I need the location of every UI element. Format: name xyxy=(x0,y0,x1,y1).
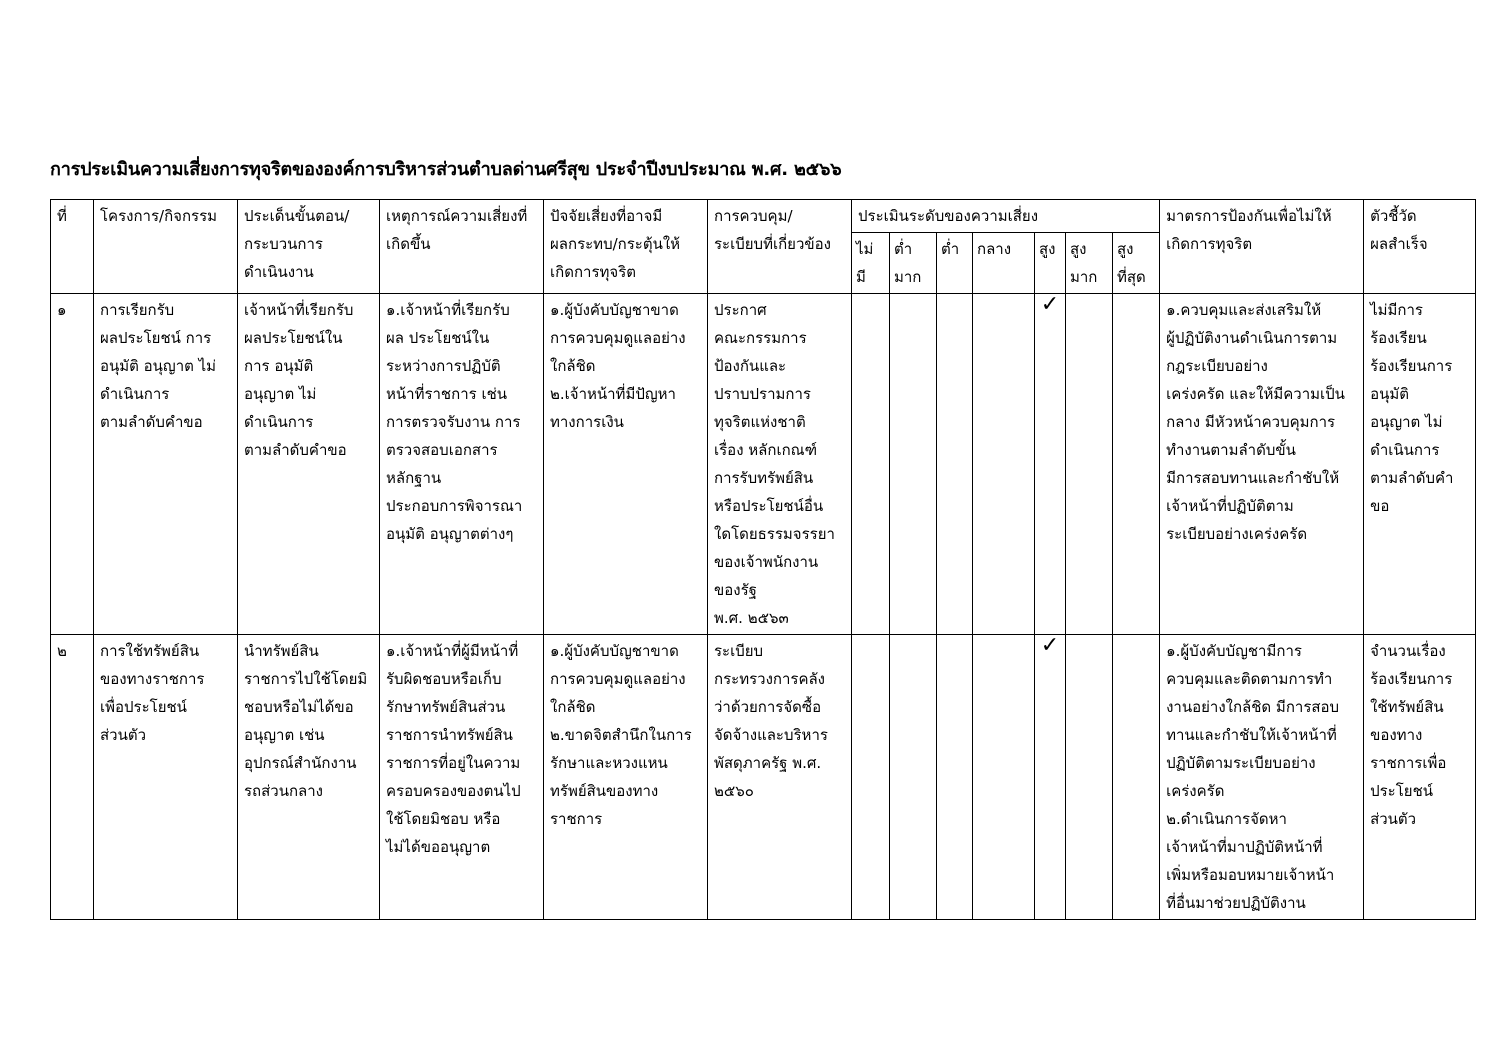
row-project: การเรียกรับ ผลประโยชน์ การ อนุมัติ อนุญาต ไม่ ดำเนินการ ตามลำดับคำขอ xyxy=(94,294,238,635)
risk-assessment-table xyxy=(50,199,1476,920)
document-title: การประเมินความเสี่ยงการทุจริตขององค์การบริหารส่วนตำบลด่านศรีสุข ประจำปีงบประมาณ พ.ศ. ๒๕๖๖ xyxy=(50,159,842,180)
header-level-very-low: ต่ำ มาก xyxy=(890,233,937,294)
row-no: ๑ xyxy=(51,294,94,635)
header-risk-level-group: ประเมินระดับของความเสี่ยง xyxy=(852,200,1160,233)
row-level-cell xyxy=(1035,635,1066,920)
header-risk-event: เหตุการณ์ความเสี่ยงที่ เกิดขึ้น xyxy=(380,200,544,294)
row-level-cell xyxy=(1066,294,1113,635)
row-level-cell xyxy=(852,294,890,635)
row-process: นำทรัพย์สิน ราชการไปใช้โดยมิ ชอบหรือไม่ได้ขอ อนุญาต เช่น อุปกรณ์สำนักงาน รถส่วนกลาง xyxy=(238,635,380,920)
header-project: โครงการ/กิจกรรม xyxy=(94,200,238,294)
table-row xyxy=(51,294,1476,635)
row-control: ประกาศ คณะกรรมการ ป้องกันและ ปราบปรามการ ทุจริตแห่งชาติ เรื่อง หลักเกณฑ์ การรับทรัพย์สิน หรือประโยชน์อื่น ใดโดยธรรมจรรยา ของเจ้าพนักงาน ของรัฐ พ.ศ. ๒๕๖๓ xyxy=(708,294,852,635)
header-no: ที่ xyxy=(51,200,94,294)
row-level-cell xyxy=(1113,635,1160,920)
header-level-medium: กลาง xyxy=(973,233,1035,294)
row-indicator: จำนวนเรื่อง ร้องเรียนการ ใช้ทรัพย์สิน ของทาง ราชการเพื่อ ประโยชน์ ส่วนตัว xyxy=(1364,635,1476,920)
row-project: การใช้ทรัพย์สิน ของทางราชการ เพื่อประโยชน์ ส่วนตัว xyxy=(94,635,238,920)
row-level-cell xyxy=(973,294,1035,635)
header-risk-factor: ปัจจัยเสี่ยงที่อาจมี ผลกระทบ/กระตุ้นให้ เกิดการทุจริต xyxy=(544,200,708,294)
header-level-none: ไม่ มี xyxy=(852,233,890,294)
header-measure: มาตรการป้องกันเพื่อไม่ให้ เกิดการทุจริต xyxy=(1160,200,1364,294)
row-no: ๒ xyxy=(51,635,94,920)
row-level-cell xyxy=(937,635,973,920)
header-level-high: สูง xyxy=(1035,233,1066,294)
row-level-cell xyxy=(890,635,937,920)
header-process: ประเด็นขั้นตอน/ กระบวนการ ดำเนินงาน xyxy=(238,200,380,294)
row-indicator: ไม่มีการ ร้องเรียน ร้องเรียนการ อนุมัติ อนุญาต ไม่ ดำเนินการ ตามลำดับคำ ขอ xyxy=(1364,294,1476,635)
header-level-low: ต่ำ xyxy=(937,233,973,294)
header-control: การควบคุม/ ระเบียบที่เกี่ยวข้อง xyxy=(708,200,852,294)
row-control: ระเบียบ กระทรวงการคลัง ว่าด้วยการจัดซื้อ จัดจ้างและบริหาร พัสดุภาครัฐ พ.ศ. ๒๕๖๐ xyxy=(708,635,852,920)
check-mark-icon: ✓ xyxy=(1040,293,1060,317)
header-level-very-high: สูง มาก xyxy=(1066,233,1113,294)
row-level-cell xyxy=(852,635,890,920)
row-level-cell xyxy=(973,635,1035,920)
check-mark-icon: ✓ xyxy=(1040,634,1060,658)
row-risk-factor: ๑.ผู้บังคับบัญชาขาด การควบคุมดูแลอย่าง ใกล้ชิด ๒.ขาดจิตสำนึกในการ รักษาและหวงแหน ทรัพย์สินของทาง ราชการ xyxy=(544,635,708,920)
row-level-cell xyxy=(1066,635,1113,920)
row-process: เจ้าหน้าที่เรียกรับ ผลประโยชน์ใน การ อนุมัติ อนุญาต ไม่ ดำเนินการ ตามลำดับคำขอ xyxy=(238,294,380,635)
header-row xyxy=(51,200,1476,233)
row-level-cell xyxy=(1113,294,1160,635)
table-row xyxy=(51,635,1476,920)
row-measure: ๑.ควบคุมและส่งเสริมให้ ผู้ปฏิบัติงานดำเนินการตาม กฎระเบียบอย่าง เคร่งครัด และให้มีความเป็น กลาง มีหัวหน้าควบคุมการ ทำงานตามลำดับขั้น มีการสอบทานและกำชับให้ เจ้าหน้าที่ปฏิบัติตาม ระเบียบอย่างเคร่งครัด xyxy=(1160,294,1364,635)
row-level-cell xyxy=(890,294,937,635)
row-risk-factor: ๑.ผู้บังคับบัญชาขาด การควบคุมดูแลอย่าง ใกล้ชิด ๒.เจ้าหน้าที่มีปัญหา ทางการเงิน xyxy=(544,294,708,635)
header-indicator: ตัวชี้วัด ผลสำเร็จ xyxy=(1364,200,1476,294)
header-level-highest: สูง ที่สุด xyxy=(1113,233,1160,294)
row-measure: ๑.ผู้บังคับบัญชามีการ ควบคุมและติดตามการทำ งานอย่างใกล้ชิด มีการสอบ ทานและกำชับให้เจ้าหน้าที่ ปฏิบัติตามระเบียบอย่าง เคร่งครัด ๒.ดำเนินการจัดหา เจ้าหน้าที่มาปฏิบัติหน้าที่ เพิ่มหรือมอบหมายเจ้าหน้า ที่อื่นมาช่วยปฏิบัติงาน xyxy=(1160,635,1364,920)
row-risk-event: ๑.เจ้าหน้าที่ผู้มีหน้าที่ รับผิดชอบหรือเก็บ รักษาทรัพย์สินส่วน ราชการนำทรัพย์สิน ราชการที่อยู่ในความ ครอบครองของตนไป ใช้โดยมิชอบ หรือ ไม่ได้ขออนุญาต xyxy=(380,635,544,920)
row-level-cell xyxy=(937,294,973,635)
row-risk-event: ๑.เจ้าหน้าที่เรียกรับ ผล ประโยชน์ใน ระหว่างการปฏิบัติ หน้าที่ราชการ เช่น การตรวจรับงาน การ ตรวจสอบเอกสาร หลักฐาน ประกอบการพิจารณา อนุมัติ อนุญาตต่างๆ xyxy=(380,294,544,635)
row-level-cell xyxy=(1035,294,1066,635)
